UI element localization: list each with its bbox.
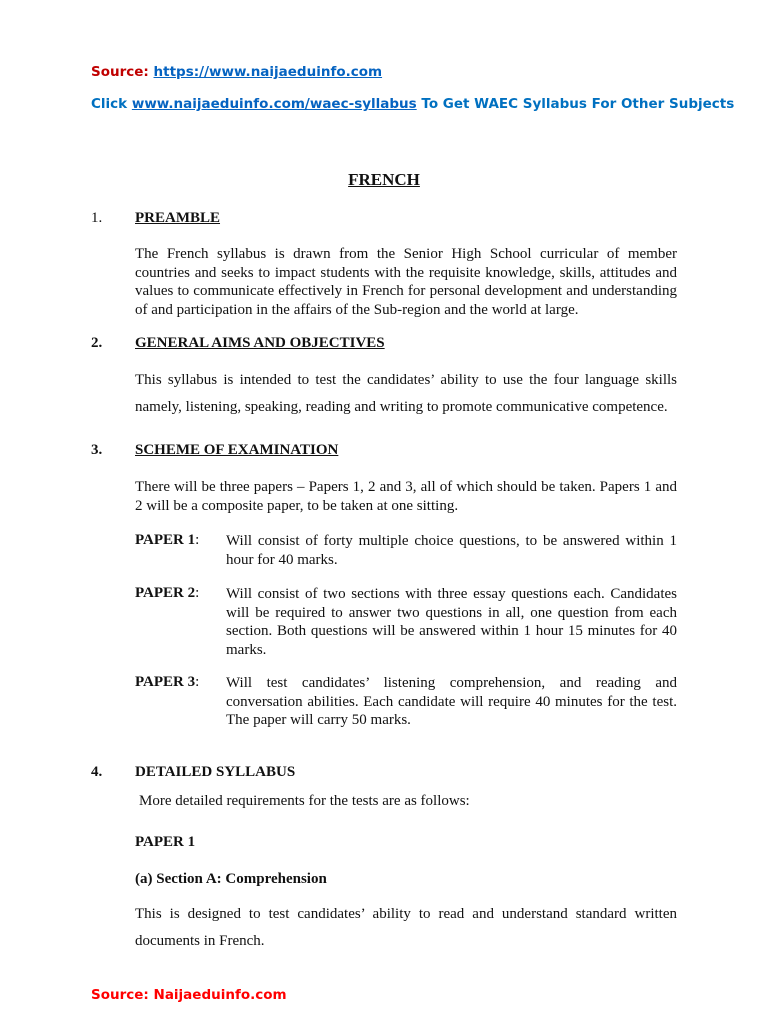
section-number-2: 2. bbox=[91, 335, 103, 351]
paper-1-description: Will consist of forty multiple choice questions, to be answered within 1 hour for 40 marks. bbox=[226, 533, 677, 568]
source-link[interactable]: https://www.naijaeduinfo.com bbox=[153, 64, 383, 80]
syllabus-link[interactable]: www.naijaeduinfo.com/waec-syllabus bbox=[131, 96, 417, 112]
preamble-text: The French syllabus is drawn from the Senior High School curricular of member countries and seeks to impact students with the requisite knowledge, skills, attitudes and values to communicate effectively in French for personal development and understanding of and participation in the affairs of the Sub-region and the world at large. bbox=[135, 246, 677, 318]
aims-text: This syllabus is intended to test the candidates’ ability to use the four language skills namely, listening, speaking, reading and writing to promote communicative competence. bbox=[135, 372, 677, 415]
paper-2-label: PAPER 2: bbox=[135, 585, 200, 601]
paper-1-label: PAPER 1: bbox=[135, 532, 200, 548]
preamble-heading: PREAMBLE bbox=[135, 210, 221, 226]
scheme-text: There will be three papers – Papers 1, 2 and 3, all of which should be taken. Papers 1 and 2 will be a composite paper, to be taken at one sitting. bbox=[135, 479, 677, 514]
paper-1-subheading: PAPER 1 bbox=[135, 834, 196, 850]
section-number-3: 3. bbox=[91, 442, 103, 458]
syllabus-promo-line bbox=[91, 96, 734, 112]
footer-source: Source: Naijaeduinfo.com bbox=[91, 987, 287, 1003]
section-a-heading: (a) Section A: Comprehension bbox=[135, 871, 327, 887]
section-number-4: 4. bbox=[91, 764, 103, 780]
scheme-heading: SCHEME OF EXAMINATION bbox=[135, 442, 339, 458]
paper-3-label: PAPER 3: bbox=[135, 674, 200, 690]
source-label: Source: bbox=[91, 64, 149, 80]
click-suffix: To Get WAEC Syllabus For Other Subjects bbox=[421, 96, 735, 112]
section-number-1: 1. bbox=[91, 210, 103, 226]
paper-3-description: Will test candidates’ listening comprehension, and reading and conversation abilities. Each candidate will require 40 minutes for the test. The paper will carry 50 marks. bbox=[226, 675, 677, 728]
section-a-text: This is designed to test candidates’ ability to read and understand standard written documents in French. bbox=[135, 906, 677, 949]
click-prefix: Click bbox=[91, 96, 128, 112]
source-line bbox=[91, 64, 382, 80]
aims-heading: GENERAL AIMS AND OBJECTIVES bbox=[135, 335, 385, 351]
detailed-intro: More detailed requirements for the tests are as follows: bbox=[139, 793, 470, 809]
document-title: FRENCH bbox=[348, 170, 420, 189]
paper-2-description: Will consist of two sections with three essay questions each. Candidates will be required to answer two questions in all, one question from each section. Both questions will be answered within 1 hour 15 minutes for 40 marks. bbox=[226, 586, 677, 658]
detailed-syllabus-heading: DETAILED SYLLABUS bbox=[135, 764, 296, 780]
